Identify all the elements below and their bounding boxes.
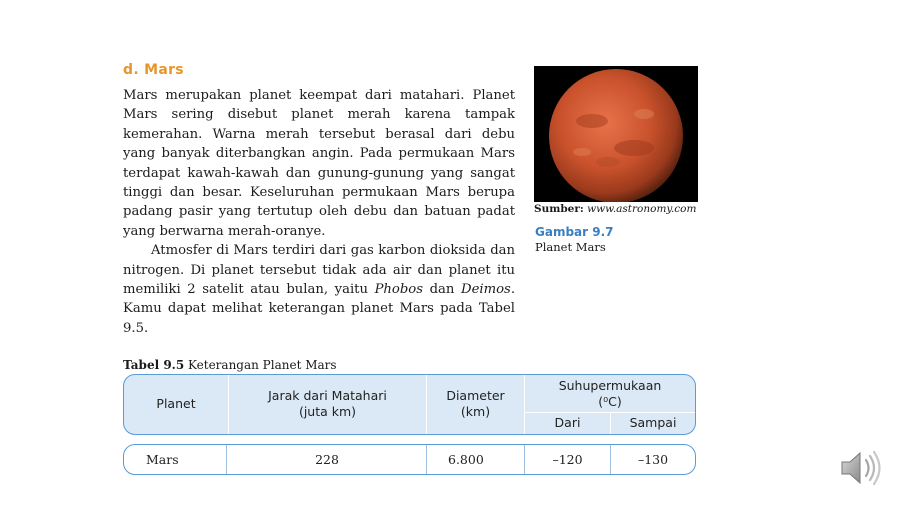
- header-from: Dari: [554, 415, 581, 430]
- moon-phobos: Phobos: [374, 282, 424, 298]
- figure-source-url: www.astronomy.com: [587, 203, 697, 215]
- moon-deimos: Deimos: [461, 282, 511, 298]
- body-text: [123, 86, 515, 338]
- figure-label: Gambar 9.7: [535, 225, 614, 239]
- figure-source-label: Sumber:: [534, 203, 584, 215]
- table-row: [123, 444, 696, 475]
- header-diameter: Diameter (km): [446, 388, 505, 419]
- cell-to: –130: [637, 451, 669, 467]
- speaker-icon[interactable]: [838, 448, 884, 488]
- figure-description: Planet Mars: [535, 240, 606, 254]
- header-surface-temp: Suhupermukaan (⁰C): [558, 378, 662, 409]
- header-planet: Planet: [156, 396, 196, 411]
- table-title-number: Tabel 9.5: [123, 358, 185, 372]
- paragraph-2-text: Atmosfer di Mars terdiri dari gas karbon dioksida dan nitrogen. Di planet tersebut tidak ada air dan planet itu memiliki 2 satelit atau bulan, yaitu: [123, 243, 515, 298]
- paragraph-2-and: dan: [423, 282, 461, 298]
- cell-diameter: 6.800: [448, 451, 484, 467]
- paragraph-1: Mars merupakan planet keempat dari matahari. Planet Mars sering disebut planet merah karena tampak kemerahan. Warna merah tersebut berasal dari debu yang banyak diterbangkan angin. Pada permukaan Mars terdapat kawah-kawah dan gunung-gunung yang sangat tinggi dan besar. Keseluruhan permukaan Mars berupa padang pasir yang tertutup oleh debu dan batuan padat yang berwarna merah-oranye.: [123, 88, 515, 239]
- table-title: [123, 358, 337, 372]
- table-title-text: Keterangan Planet Mars: [184, 358, 337, 372]
- mars-photo: [534, 66, 698, 202]
- figure-source: [534, 203, 696, 215]
- paragraph-2-end: . Kamu dapat melihat keterangan planet Mars pada Tabel 9.5.: [123, 282, 516, 336]
- section-heading: d. Mars: [123, 62, 184, 78]
- mars-planet-illustration: [534, 66, 698, 202]
- header-to: Sampai: [629, 415, 677, 430]
- table-header: [123, 374, 696, 435]
- paragraph-2: [123, 241, 515, 338]
- cell-from: –120: [552, 451, 583, 467]
- cell-planet: Mars: [146, 451, 179, 467]
- header-distance: Jarak dari Matahari (juta km): [268, 388, 387, 419]
- cell-distance: 228: [315, 451, 339, 467]
